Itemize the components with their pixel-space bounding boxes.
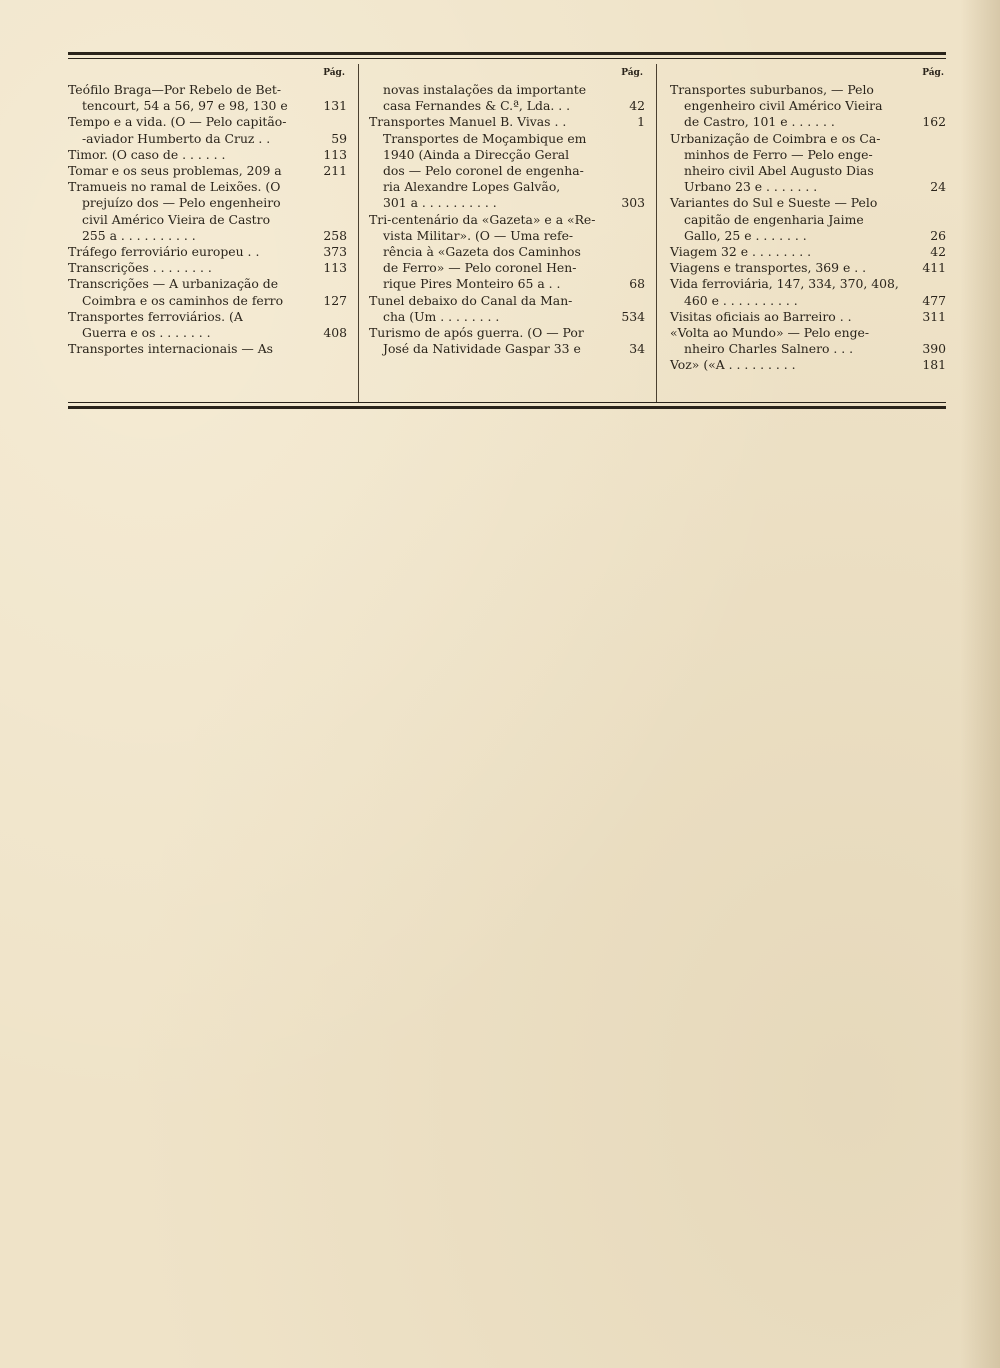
entry-line: prejuízo dos — Pelo engenheiro — [82, 195, 281, 211]
entry-page: 534 — [621, 308, 645, 324]
entry-page: 1 — [637, 114, 645, 130]
entry-line: capitão de engenharia Jaime — [684, 211, 864, 227]
entry-line: Transportes suburbanos, — Pelo — [670, 82, 874, 97]
entry-page: 411 — [922, 260, 946, 276]
entry-line: minhos de Ferro — Pelo enge- — [684, 146, 873, 162]
entry-page: 42 — [629, 98, 645, 114]
index-entry — [369, 325, 645, 357]
entry-line: Tráfego ferroviário europeu . . — [68, 244, 260, 260]
entry-page: 162 — [922, 114, 946, 130]
entry-page: 113 — [323, 260, 347, 276]
index-entry — [68, 114, 347, 146]
top-rule-thin — [68, 58, 946, 59]
entry-line: Voz» («A . . . . . . . . . — [670, 357, 796, 373]
index-entry — [68, 309, 347, 341]
entry-line: civil Américo Vieira de Castro — [82, 211, 271, 227]
entry-page: 127 — [323, 292, 347, 308]
entry-line: Transportes internacionais — As — [68, 341, 274, 357]
pag-header: Pág. — [323, 68, 345, 78]
entry-line: Tri-centenário da «Gazeta» e a «Re- — [369, 211, 596, 227]
entry-line: Transportes de Moçambique em — [383, 130, 587, 146]
pag-header: Pág. — [621, 68, 643, 78]
index-entry — [68, 179, 347, 244]
top-rule-thick — [68, 52, 946, 55]
entry-line: Tunel debaixo do Canal da Man- — [369, 292, 573, 308]
index-entry — [68, 147, 347, 163]
column-divider — [656, 64, 657, 402]
entry-line: Gallo, 25 e . . . . . . . — [684, 227, 807, 243]
entry-page: 131 — [323, 98, 347, 114]
entry-line: rência à «Gazeta dos Caminhos — [383, 244, 581, 260]
entry-page: 311 — [922, 308, 946, 324]
entry-line: Teófilo Braga—Por Rebelo de Bet- — [68, 82, 282, 97]
index-entry — [68, 244, 347, 260]
entry-line: Timor. (O caso de . . . . . . — [68, 146, 226, 162]
entry-page: 34 — [629, 341, 645, 357]
index-entry — [68, 82, 347, 114]
entry-line: rique Pires Monteiro 65 a . . — [383, 276, 561, 292]
index-entry — [670, 260, 946, 276]
entry-line: Transportes Manuel B. Vivas . . — [369, 114, 567, 130]
entry-line: Variantes do Sul e Sueste — Pelo — [670, 195, 878, 211]
index-column-2 — [369, 64, 645, 400]
index-column-3 — [670, 64, 946, 400]
index-entry — [369, 82, 645, 114]
entry-line: Viagem 32 e . . . . . . . . — [670, 244, 812, 260]
entry-line: de Ferro» — Pelo coronel Hen- — [383, 260, 577, 276]
entry-line: Turismo de após guerra. (O — Por — [369, 325, 584, 341]
index-entry — [68, 276, 347, 308]
index-entry — [670, 309, 946, 325]
entry-line: vista Militar». (O — Uma refe- — [383, 227, 574, 243]
entry-page: 42 — [930, 244, 946, 260]
entry-line: nheiro civil Abel Augusto Dias — [684, 163, 874, 179]
index-entry — [670, 195, 946, 244]
entry-line: Guerra e os . . . . . . . — [82, 325, 211, 341]
index-entry — [670, 276, 946, 308]
entry-line: Transportes ferroviários. (A — [68, 308, 243, 324]
index-entry — [369, 212, 645, 293]
index-entry — [68, 260, 347, 276]
entry-line: tencourt, 54 a 56, 97 e 98, 130 e — [82, 98, 288, 114]
entry-page: 373 — [323, 244, 347, 260]
entry-line: 255 a . . . . . . . . . . — [82, 227, 196, 243]
entry-line: ria Alexandre Lopes Galvão, — [383, 179, 561, 195]
entry-page: 181 — [922, 357, 946, 373]
entry-page: 477 — [922, 292, 946, 308]
entry-page: 211 — [323, 163, 347, 179]
entry-line: -aviador Humberto da Cruz . . — [82, 130, 271, 146]
entry-line: nheiro Charles Salnero . . . — [684, 341, 854, 357]
entry-line: 460 e . . . . . . . . . . — [684, 292, 798, 308]
entry-page: 26 — [930, 227, 946, 243]
entry-line: Tempo e a vida. (O — Pelo capitão- — [68, 114, 287, 130]
bottom-rule-thin — [68, 402, 946, 403]
entry-line: Visitas oficiais ao Barreiro . . — [670, 308, 852, 324]
entry-page: 68 — [629, 276, 645, 292]
index-entry — [670, 244, 946, 260]
entry-line: Tomar e os seus problemas, 209 a — [68, 163, 282, 179]
entry-page: 24 — [930, 179, 946, 195]
entry-line: «Volta ao Mundo» — Pelo enge- — [670, 325, 870, 341]
index-entry — [369, 114, 645, 130]
entry-line: Transcrições . . . . . . . . — [68, 260, 212, 276]
entry-line: Urbanização de Coimbra e os Ca- — [670, 130, 881, 146]
entry-page: 113 — [323, 146, 347, 162]
entry-page: 390 — [922, 341, 946, 357]
index-entry — [369, 131, 645, 212]
entry-page: 258 — [323, 227, 347, 243]
index-entry — [670, 131, 946, 196]
entry-line: dos — Pelo coronel de engenha- — [383, 163, 584, 179]
entry-line: casa Fernandes & C.ª, Lda. . . — [383, 98, 571, 114]
index-entry — [670, 357, 946, 373]
entry-line: 301 a . . . . . . . . . . — [383, 195, 497, 211]
entry-line: Vida ferroviária, 147, 334, 370, 408, — [670, 276, 899, 292]
column-divider — [358, 64, 359, 402]
entry-line: de Castro, 101 e . . . . . . — [684, 114, 835, 130]
entry-line: Coimbra e os caminhos de ferro — [82, 292, 284, 308]
index-entry — [369, 293, 645, 325]
entry-line: engenheiro civil Américo Vieira — [684, 98, 883, 114]
entry-line: Urbano 23 e . . . . . . . — [684, 179, 818, 195]
index-entry — [670, 82, 946, 131]
entry-page: 408 — [323, 325, 347, 341]
entry-line: José da Natividade Gaspar 33 e — [383, 341, 581, 357]
entry-page: 59 — [331, 130, 347, 146]
index-entry — [670, 325, 946, 357]
entry-line: Transcrições — A urbanização de — [68, 276, 279, 292]
index-entry — [68, 341, 347, 357]
bottom-rule-thick — [68, 406, 946, 409]
index-entry — [68, 163, 347, 179]
entry-line: Viagens e transportes, 369 e . . — [670, 260, 867, 276]
pag-header: Pág. — [922, 68, 944, 78]
entry-page: 303 — [621, 195, 645, 211]
entry-line: 1940 (Ainda a Direcção Geral — [383, 146, 570, 162]
entry-line: Tramueis no ramal de Leixões. (O — [68, 179, 281, 195]
index-column-1 — [68, 64, 347, 400]
entry-line: cha (Um . . . . . . . . — [383, 308, 500, 324]
entry-line: novas instalações da importante — [383, 82, 587, 97]
